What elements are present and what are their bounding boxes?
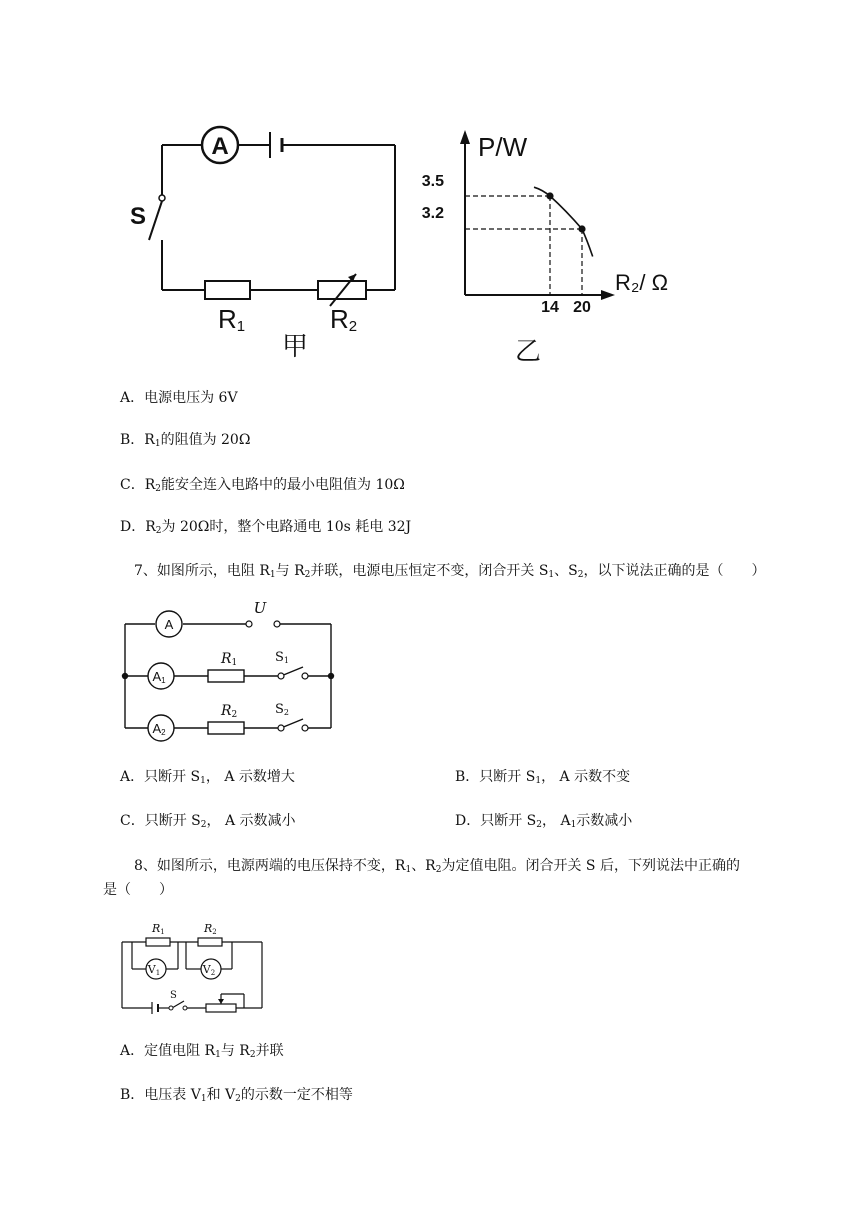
r1-label: R1: [221, 651, 238, 668]
switch-contact-icon: [169, 1006, 173, 1010]
switch-label: S: [130, 203, 147, 230]
q8-stem-line2: 是（ ）: [103, 882, 173, 898]
r2-label: R2: [221, 703, 238, 720]
circuit-diagram-q7: [115, 596, 345, 746]
switch-contact-icon: [302, 673, 308, 679]
power-terminal-icon: [246, 621, 252, 627]
switch-contact-icon: [278, 725, 284, 731]
r1-label: R1: [218, 304, 246, 335]
q7-option-d: D．只断开 $S_2$， $A_1$示数减小: [455, 813, 633, 830]
s1-label: S1: [275, 650, 289, 665]
power-terminal-icon: [274, 621, 280, 627]
v2-label: V2: [202, 963, 216, 977]
q6-option-b: B．$R_1$的阻值为 20Ω: [120, 432, 251, 449]
chart-axes: [465, 140, 605, 295]
q8-option-b: B．电压表 $V_1$和 $V_2$的示数一定不相等: [120, 1087, 353, 1104]
x-tick-label-1: 14: [541, 299, 559, 316]
circuit-diagram-q8: [114, 914, 274, 1020]
ammeter-label: A: [211, 133, 229, 160]
q7-option-b: B．只断开 $S_1$， A 示数不变: [455, 769, 631, 786]
figure-caption-yi: 乙: [514, 337, 542, 367]
data-curve: [534, 187, 593, 256]
q7-option-c: C．只断开 $S_2$， A 示数减小: [120, 813, 296, 830]
junction-dot-icon: [328, 673, 334, 679]
switch-contact-icon: [278, 673, 284, 679]
q6-option-c: C．$R_2$能安全连入电路中的最小电阻值为 10Ω: [120, 477, 405, 494]
q7-option-a: A．只断开 $S_1$， A 示数增大: [120, 769, 295, 786]
r2-label: R2: [204, 922, 217, 936]
s2-label: S2: [275, 702, 289, 717]
q8-option-a: A．定值电阻 $R_1$与 $R_2$并联: [120, 1043, 284, 1060]
q6-option-d: D．$R_2$为 20Ω时，整个电路通电 10s 耗电 32J: [120, 519, 412, 536]
r1-label: R1: [152, 922, 165, 936]
ammeter-a2-label: A2: [152, 721, 166, 737]
ammeter-a1-label: A1: [152, 669, 166, 685]
circuit-diagram-jia: [120, 110, 420, 370]
y-axis-arrow-icon: [460, 130, 470, 144]
q6-option-a: A．电源电压为 6V: [120, 390, 238, 406]
switch-label: S: [170, 990, 177, 1001]
x-tick-label-2: 20: [573, 299, 591, 316]
q7-stem: 7、如图所示，电阻 $R_1$与 $R_2$并联，电源电压恒定不变，闭合开关 $S_1$、$S_2$，以下说法正确的是（ ）: [134, 563, 766, 580]
v1-label: V1: [147, 963, 161, 977]
power-resistance-chart: [420, 120, 710, 370]
junction-dot-icon: [122, 673, 128, 679]
y-axis-label: P/W: [478, 132, 528, 162]
data-point-2: [578, 225, 585, 232]
q8-stem-line1: 8、如图所示，电源两端的电压保持不变，$R_1$、$R_2$为定值电阻。闭合开关 S 后，下列说法中正确的: [134, 858, 740, 875]
voltage-label: U: [253, 599, 267, 617]
y-tick-label-2: 3.2: [421, 205, 444, 222]
data-point-1: [546, 192, 553, 199]
y-tick-label-1: 3.5: [421, 173, 444, 190]
figure-caption-jia: 甲: [281, 332, 309, 362]
ammeter-a-label: A: [164, 617, 174, 632]
x-axis-label: R₂/ Ω: [615, 270, 669, 295]
switch-contact-icon: [183, 1006, 187, 1010]
switch-contact-icon: [159, 195, 165, 201]
r2-label: R2: [330, 304, 358, 335]
x-axis-arrow-icon: [601, 290, 615, 300]
switch-contact-icon: [302, 725, 308, 731]
battery-icon: [152, 1002, 158, 1014]
battery-icon: [270, 132, 282, 158]
slider-arrow-icon: [218, 999, 224, 1004]
